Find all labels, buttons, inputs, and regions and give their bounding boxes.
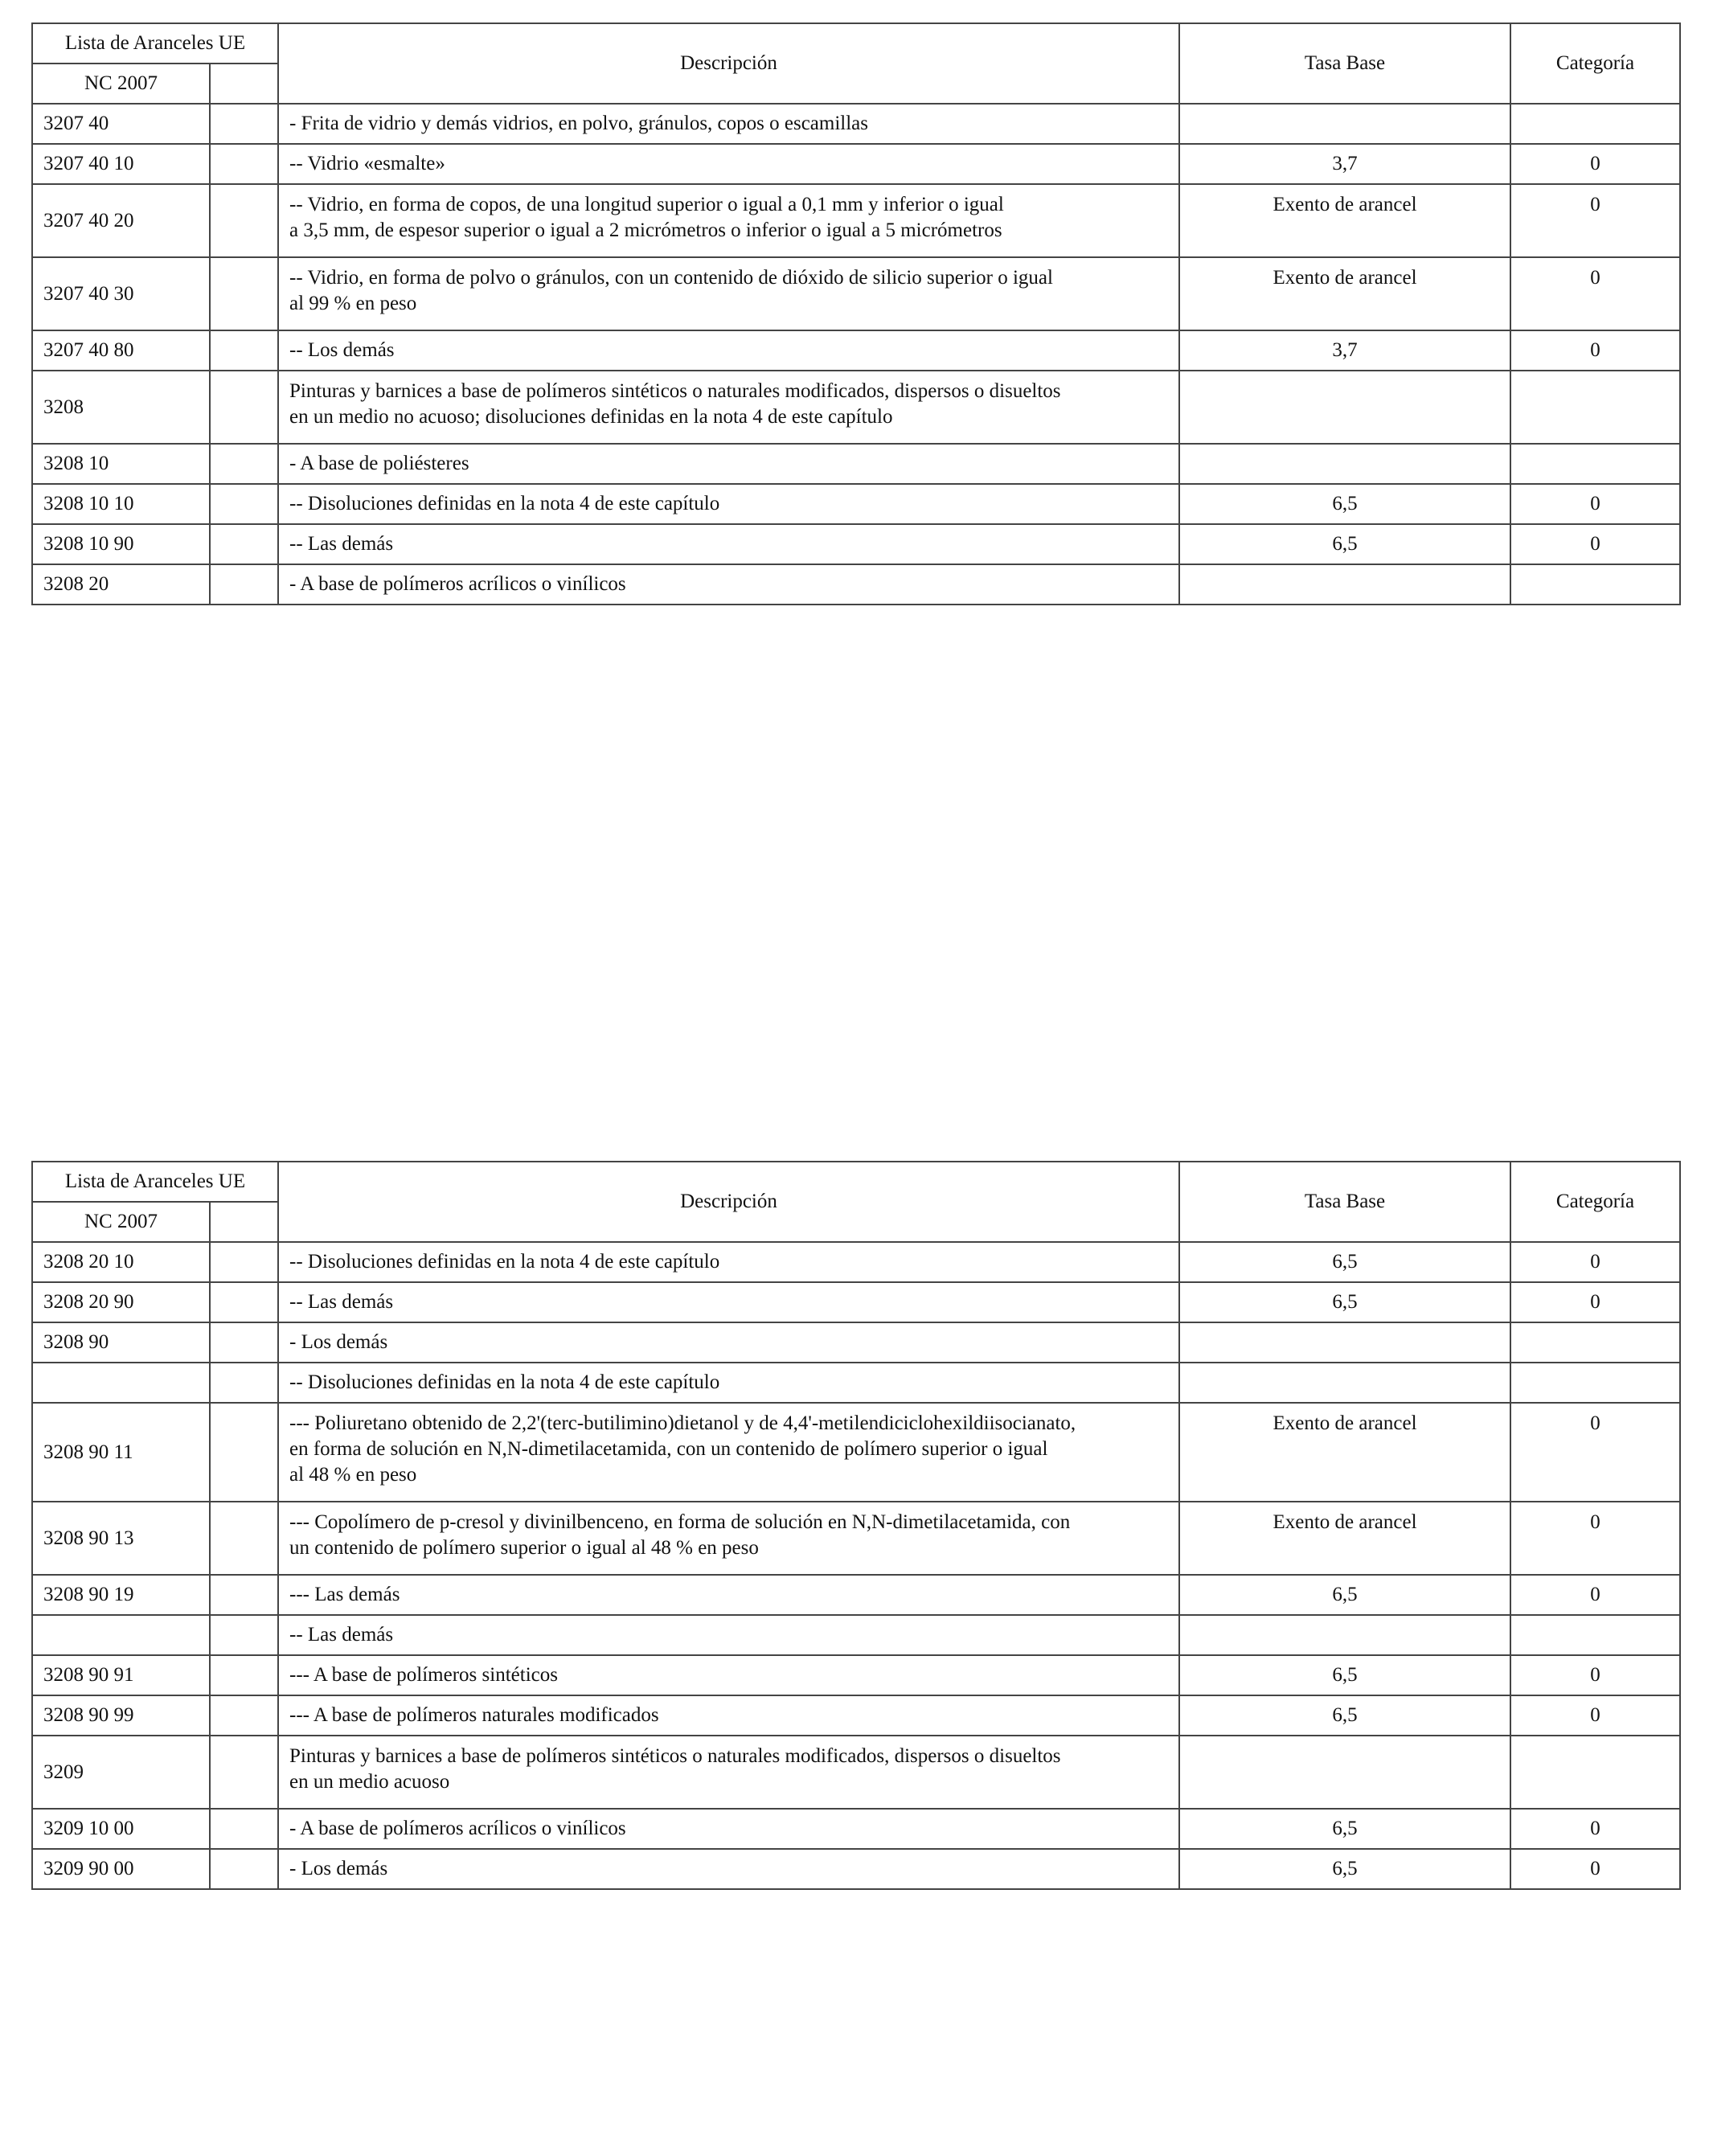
description-cell: - Los demás — [278, 1849, 1179, 1889]
header-description: Descripción — [278, 23, 1179, 104]
table-row — [32, 257, 1680, 330]
header-empty-cell — [210, 1202, 278, 1242]
empty-cell — [210, 1695, 278, 1736]
rate-cell: 3,7 — [1179, 330, 1510, 371]
rate-cell — [1179, 104, 1510, 144]
category-cell — [1510, 371, 1680, 444]
code-cell — [32, 1363, 210, 1403]
code-cell: 3208 20 10 — [32, 1242, 210, 1282]
description-cell: -- Las demás — [278, 1282, 1179, 1322]
rate-cell — [1179, 1736, 1510, 1809]
empty-cell — [210, 444, 278, 484]
category-cell: 0 — [1510, 144, 1680, 184]
header-row — [32, 23, 1680, 64]
table-row — [32, 1655, 1680, 1695]
category-cell — [1510, 104, 1680, 144]
table-row — [32, 104, 1680, 144]
empty-cell — [210, 1502, 278, 1575]
description-cell: -- Vidrio, en forma de polvo o gránulos, con un contenido de dióxido de silicio superior o igual al 99 % en peso — [278, 257, 1179, 330]
table-row — [32, 1242, 1680, 1282]
empty-cell — [210, 1655, 278, 1695]
description-cell: -- Los demás — [278, 330, 1179, 371]
code-cell: 3208 20 — [32, 564, 210, 605]
category-cell — [1510, 1736, 1680, 1809]
empty-cell — [210, 1736, 278, 1809]
rate-cell — [1179, 1615, 1510, 1655]
description-cell: --- A base de polímeros sintéticos — [278, 1655, 1179, 1695]
description-cell: --- Poliuretano obtenido de 2,2'(terc-butilimino)dietanol y de 4,4'-metilendiciclohexildiisocianato, en forma de solución en N,N-dimetilacetamida, con un contenido de polímero superior o igual al 48 % en peso — [278, 1403, 1179, 1502]
code-cell: 3208 90 11 — [32, 1403, 210, 1502]
empty-cell — [210, 371, 278, 444]
rate-cell — [1179, 564, 1510, 605]
empty-cell — [210, 144, 278, 184]
empty-cell — [210, 184, 278, 257]
code-cell: 3208 20 90 — [32, 1282, 210, 1322]
code-cell: 3208 90 13 — [32, 1502, 210, 1575]
description-cell: -- Las demás — [278, 1615, 1179, 1655]
rate-cell: Exento de arancel — [1179, 257, 1510, 330]
table-row — [32, 1363, 1680, 1403]
description-cell: Pinturas y barnices a base de polímeros sintéticos o naturales modificados, dispersos o disueltos en un medio acuoso — [278, 1736, 1179, 1809]
header-list-label: Lista de Aranceles UE — [32, 1162, 278, 1202]
empty-cell — [210, 257, 278, 330]
table-row — [32, 1809, 1680, 1849]
code-cell: 3207 40 20 — [32, 184, 210, 257]
code-cell: 3208 90 91 — [32, 1655, 210, 1695]
empty-cell — [210, 104, 278, 144]
header-category: Categoría — [1510, 1162, 1680, 1242]
tariff-table-1 — [31, 23, 1681, 605]
empty-cell — [210, 1615, 278, 1655]
table-row — [32, 524, 1680, 564]
rate-cell — [1179, 444, 1510, 484]
rate-cell: 6,5 — [1179, 1282, 1510, 1322]
code-cell: 3207 40 10 — [32, 144, 210, 184]
table-row — [32, 1736, 1680, 1809]
rate-cell — [1179, 1363, 1510, 1403]
table-row — [32, 1322, 1680, 1363]
category-cell: 0 — [1510, 1695, 1680, 1736]
description-cell: - A base de polímeros acrílicos o vinílicos — [278, 564, 1179, 605]
header-description: Descripción — [278, 1162, 1179, 1242]
description-cell: -- Vidrio «esmalte» — [278, 144, 1179, 184]
description-cell: --- Copolímero de p-cresol y divinilbenceno, en forma de solución en N,N-dimetilacetamida, con un contenido de polímero superior o igual al 48 % en peso — [278, 1502, 1179, 1575]
empty-cell — [210, 1809, 278, 1849]
header-empty-cell — [210, 64, 278, 104]
header-rate: Tasa Base — [1179, 1162, 1510, 1242]
header-row — [32, 1162, 1680, 1202]
code-cell: 3208 10 — [32, 444, 210, 484]
table-row — [32, 371, 1680, 444]
code-cell: 3208 90 19 — [32, 1575, 210, 1615]
table-row — [32, 1615, 1680, 1655]
table-row — [32, 484, 1680, 524]
description-cell: -- Disoluciones definidas en la nota 4 de este capítulo — [278, 484, 1179, 524]
rate-cell: 3,7 — [1179, 144, 1510, 184]
description-cell: - A base de polímeros acrílicos o vinílicos — [278, 1809, 1179, 1849]
table-row — [32, 1695, 1680, 1736]
code-cell: 3209 — [32, 1736, 210, 1809]
header-list-label: Lista de Aranceles UE — [32, 23, 278, 64]
category-cell: 0 — [1510, 1849, 1680, 1889]
rate-cell: 6,5 — [1179, 1655, 1510, 1695]
header-rate: Tasa Base — [1179, 23, 1510, 104]
rate-cell: 6,5 — [1179, 524, 1510, 564]
code-cell: 3208 10 10 — [32, 484, 210, 524]
category-cell: 0 — [1510, 524, 1680, 564]
rate-cell: Exento de arancel — [1179, 1502, 1510, 1575]
description-cell: -- Vidrio, en forma de copos, de una longitud superior o igual a 0,1 mm y inferior o igual a 3,5 mm, de espesor superior o igual a 2 micrómetros o inferior o igual a 5 micrómetros — [278, 184, 1179, 257]
description-cell: - Frita de vidrio y demás vidrios, en polvo, gránulos, copos o escamillas — [278, 104, 1179, 144]
rate-cell: 6,5 — [1179, 1575, 1510, 1615]
header-category: Categoría — [1510, 23, 1680, 104]
empty-cell — [210, 1575, 278, 1615]
description-cell: - A base de poliésteres — [278, 444, 1179, 484]
description-cell: --- A base de polímeros naturales modificados — [278, 1695, 1179, 1736]
empty-cell — [210, 1403, 278, 1502]
empty-cell — [210, 484, 278, 524]
category-cell: 0 — [1510, 184, 1680, 257]
table-row — [32, 1849, 1680, 1889]
empty-cell — [210, 1363, 278, 1403]
category-cell: 0 — [1510, 1282, 1680, 1322]
table-row — [32, 330, 1680, 371]
header-nc-label: NC 2007 — [32, 1202, 210, 1242]
rate-cell: 6,5 — [1179, 1849, 1510, 1889]
tariff-table-2 — [31, 1161, 1681, 1890]
rate-cell — [1179, 371, 1510, 444]
code-cell: 3208 — [32, 371, 210, 444]
rate-cell: 6,5 — [1179, 1809, 1510, 1849]
category-cell — [1510, 1615, 1680, 1655]
code-cell: 3208 10 90 — [32, 524, 210, 564]
code-cell: 3208 90 99 — [32, 1695, 210, 1736]
code-cell — [32, 1615, 210, 1655]
header-nc-label: NC 2007 — [32, 64, 210, 104]
table-row — [32, 144, 1680, 184]
rate-cell: 6,5 — [1179, 1695, 1510, 1736]
rate-cell: Exento de arancel — [1179, 184, 1510, 257]
category-cell: 0 — [1510, 1655, 1680, 1695]
description-cell: -- Disoluciones definidas en la nota 4 de este capítulo — [278, 1242, 1179, 1282]
table-row — [32, 1575, 1680, 1615]
description-cell: - Los demás — [278, 1322, 1179, 1363]
code-cell: 3207 40 80 — [32, 330, 210, 371]
description-cell: -- Las demás — [278, 524, 1179, 564]
table-row — [32, 1403, 1680, 1502]
empty-cell — [210, 330, 278, 371]
category-cell: 0 — [1510, 1809, 1680, 1849]
rate-cell: 6,5 — [1179, 1242, 1510, 1282]
empty-cell — [210, 564, 278, 605]
rate-cell: Exento de arancel — [1179, 1403, 1510, 1502]
category-cell: 0 — [1510, 1502, 1680, 1575]
code-cell: 3208 90 — [32, 1322, 210, 1363]
category-cell — [1510, 1322, 1680, 1363]
category-cell: 0 — [1510, 484, 1680, 524]
empty-cell — [210, 524, 278, 564]
code-cell: 3209 90 00 — [32, 1849, 210, 1889]
description-cell: --- Las demás — [278, 1575, 1179, 1615]
empty-cell — [210, 1322, 278, 1363]
table-row — [32, 184, 1680, 257]
category-cell: 0 — [1510, 257, 1680, 330]
empty-cell — [210, 1282, 278, 1322]
description-cell: Pinturas y barnices a base de polímeros sintéticos o naturales modificados, dispersos o disueltos en un medio no acuoso; disoluciones definidas en la nota 4 de este capítulo — [278, 371, 1179, 444]
code-cell: 3209 10 00 — [32, 1809, 210, 1849]
category-cell: 0 — [1510, 1403, 1680, 1502]
table-row — [32, 564, 1680, 605]
rate-cell — [1179, 1322, 1510, 1363]
description-cell: -- Disoluciones definidas en la nota 4 de este capítulo — [278, 1363, 1179, 1403]
empty-cell — [210, 1242, 278, 1282]
rate-cell: 6,5 — [1179, 484, 1510, 524]
empty-cell — [210, 1849, 278, 1889]
category-cell — [1510, 564, 1680, 605]
code-cell: 3207 40 30 — [32, 257, 210, 330]
category-cell: 0 — [1510, 1242, 1680, 1282]
code-cell: 3207 40 — [32, 104, 210, 144]
table-row — [32, 444, 1680, 484]
table-row — [32, 1282, 1680, 1322]
category-cell: 0 — [1510, 330, 1680, 371]
category-cell: 0 — [1510, 1575, 1680, 1615]
category-cell — [1510, 444, 1680, 484]
table-row — [32, 1502, 1680, 1575]
category-cell — [1510, 1363, 1680, 1403]
